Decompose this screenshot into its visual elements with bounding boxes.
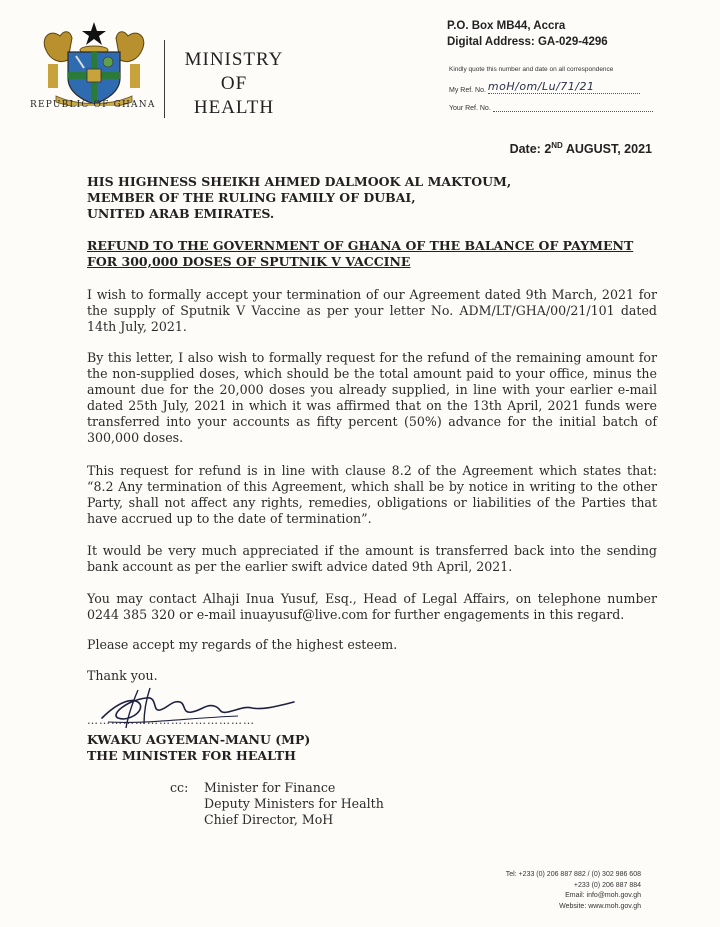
your-ref-line bbox=[449, 104, 653, 112]
your-ref-label: Your Ref. No. bbox=[449, 105, 491, 112]
ministry-line: MINISTRY bbox=[184, 49, 284, 70]
body-paragraph: I wish to formally accept your termination of our Agreement dated 9th March, 2021 for the supply of Sputnik V Vaccine as per your letter No. ADM/LT/GHA/00/21/101 dated 14th July, 2021. bbox=[87, 287, 657, 334]
cc-recipient: Chief Director, MoH bbox=[204, 812, 334, 827]
body-paragraph: Please accept my regards of the highest esteem. bbox=[87, 637, 398, 652]
my-ref-field bbox=[488, 80, 640, 94]
contact-footer bbox=[506, 870, 641, 912]
address-line: Digital Address: GA-029-4296 bbox=[447, 36, 608, 48]
footer-line: +233 (0) 206 887 884 bbox=[573, 881, 641, 889]
footer-line: Email: info@moh.gov.gh bbox=[565, 892, 641, 899]
recipient-line: MEMBER OF THE RULING FAMILY OF DUBAI, bbox=[87, 190, 416, 205]
signature-dotted-line: …………………………………… bbox=[87, 714, 255, 727]
cc-recipient: Minister for Finance bbox=[204, 780, 336, 795]
address-line: P.O. Box MB44, Accra bbox=[447, 20, 566, 32]
body-paragraph: This request for refund is in line with clause 8.2 of the Agreement which states that: “8.2 Any termination of this Agreement, which shall be by notice in writing to the other Party, shall not affect any rights, remedies, obligations or liabilities of the Parties that have accrued up to the date of termination”. bbox=[87, 463, 657, 526]
my-ref-label: My Ref. No. bbox=[449, 87, 486, 94]
reference-note: Kindly quote this number and date on all correspondence bbox=[449, 66, 614, 73]
ministry-title bbox=[174, 48, 294, 120]
recipient-block bbox=[87, 174, 647, 222]
cc-recipient: Deputy Ministers for Health bbox=[204, 796, 384, 811]
your-ref-field bbox=[493, 104, 653, 112]
letterhead-divider bbox=[164, 40, 165, 118]
date-suffix: ND bbox=[551, 141, 563, 150]
recipient-line: UNITED ARAB EMIRATES. bbox=[87, 206, 275, 221]
signer-block bbox=[87, 732, 310, 764]
letter-subject: REFUND TO THE GOVERNMENT OF GHANA OF THE BALANCE OF PAYMENT FOR 300,000 DOSES OF SPUTNIK V VACCINE bbox=[87, 238, 634, 269]
cc-list bbox=[204, 780, 384, 828]
body-paragraph: By this letter, I also wish to formally request for the refund of the remaining amount for the non-supplied doses, which should be the total amount paid to your office, minus the amount due for the 20,000 doses you already supplied, in line with your earlier e-mail dated 25th July, 2021 in which it was affirmed that on the 13th April, 2021 funds were transferred into your accounts as fifty percent (50%) advance for the initial batch of 300,000 doses. bbox=[87, 350, 657, 445]
recipient-line: HIS HIGHNESS SHEIKH AHMED DALMOOK AL MAKTOUM, bbox=[87, 174, 512, 189]
ministry-line: OF bbox=[220, 73, 248, 94]
my-ref-value: moH/om/Lu/71/21 bbox=[487, 80, 595, 93]
date-day: 2 bbox=[544, 142, 552, 157]
cc-label: cc: bbox=[170, 780, 189, 795]
ghana-coat-of-arms-icon bbox=[38, 20, 150, 106]
my-ref-line bbox=[449, 80, 640, 94]
signer-name: KWAKU AGYEMAN-MANU (MP) bbox=[87, 732, 311, 747]
body-paragraph: Thank you. bbox=[87, 668, 158, 683]
body-paragraph: You may contact Alhaji Inua Yusuf, Esq., Head of Legal Affairs, on telephone number 0244 385 320 or e-mail inuayusuf@live.com for further engagements in this regard. bbox=[87, 591, 657, 622]
date-label: Date: bbox=[509, 142, 541, 157]
signer-title: THE MINISTER FOR HEALTH bbox=[87, 748, 296, 763]
footer-line: Website: www.moh.gov.gh bbox=[559, 902, 641, 910]
body-paragraph: It would be very much appreciated if the amount is transferred back into the sending bank account as per the earlier swift advice dated 9th April, 2021. bbox=[87, 543, 657, 574]
date-rest: AUGUST, 2021 bbox=[565, 142, 652, 157]
republic-label: REPUBLIC OF GHANA bbox=[30, 100, 156, 110]
footer-line: Tel: +233 (0) 206 887 882 / (0) 302 986 608 bbox=[505, 871, 641, 878]
postal-address bbox=[447, 18, 608, 50]
letter-date bbox=[510, 141, 652, 156]
ministry-line: HEALTH bbox=[193, 97, 275, 118]
